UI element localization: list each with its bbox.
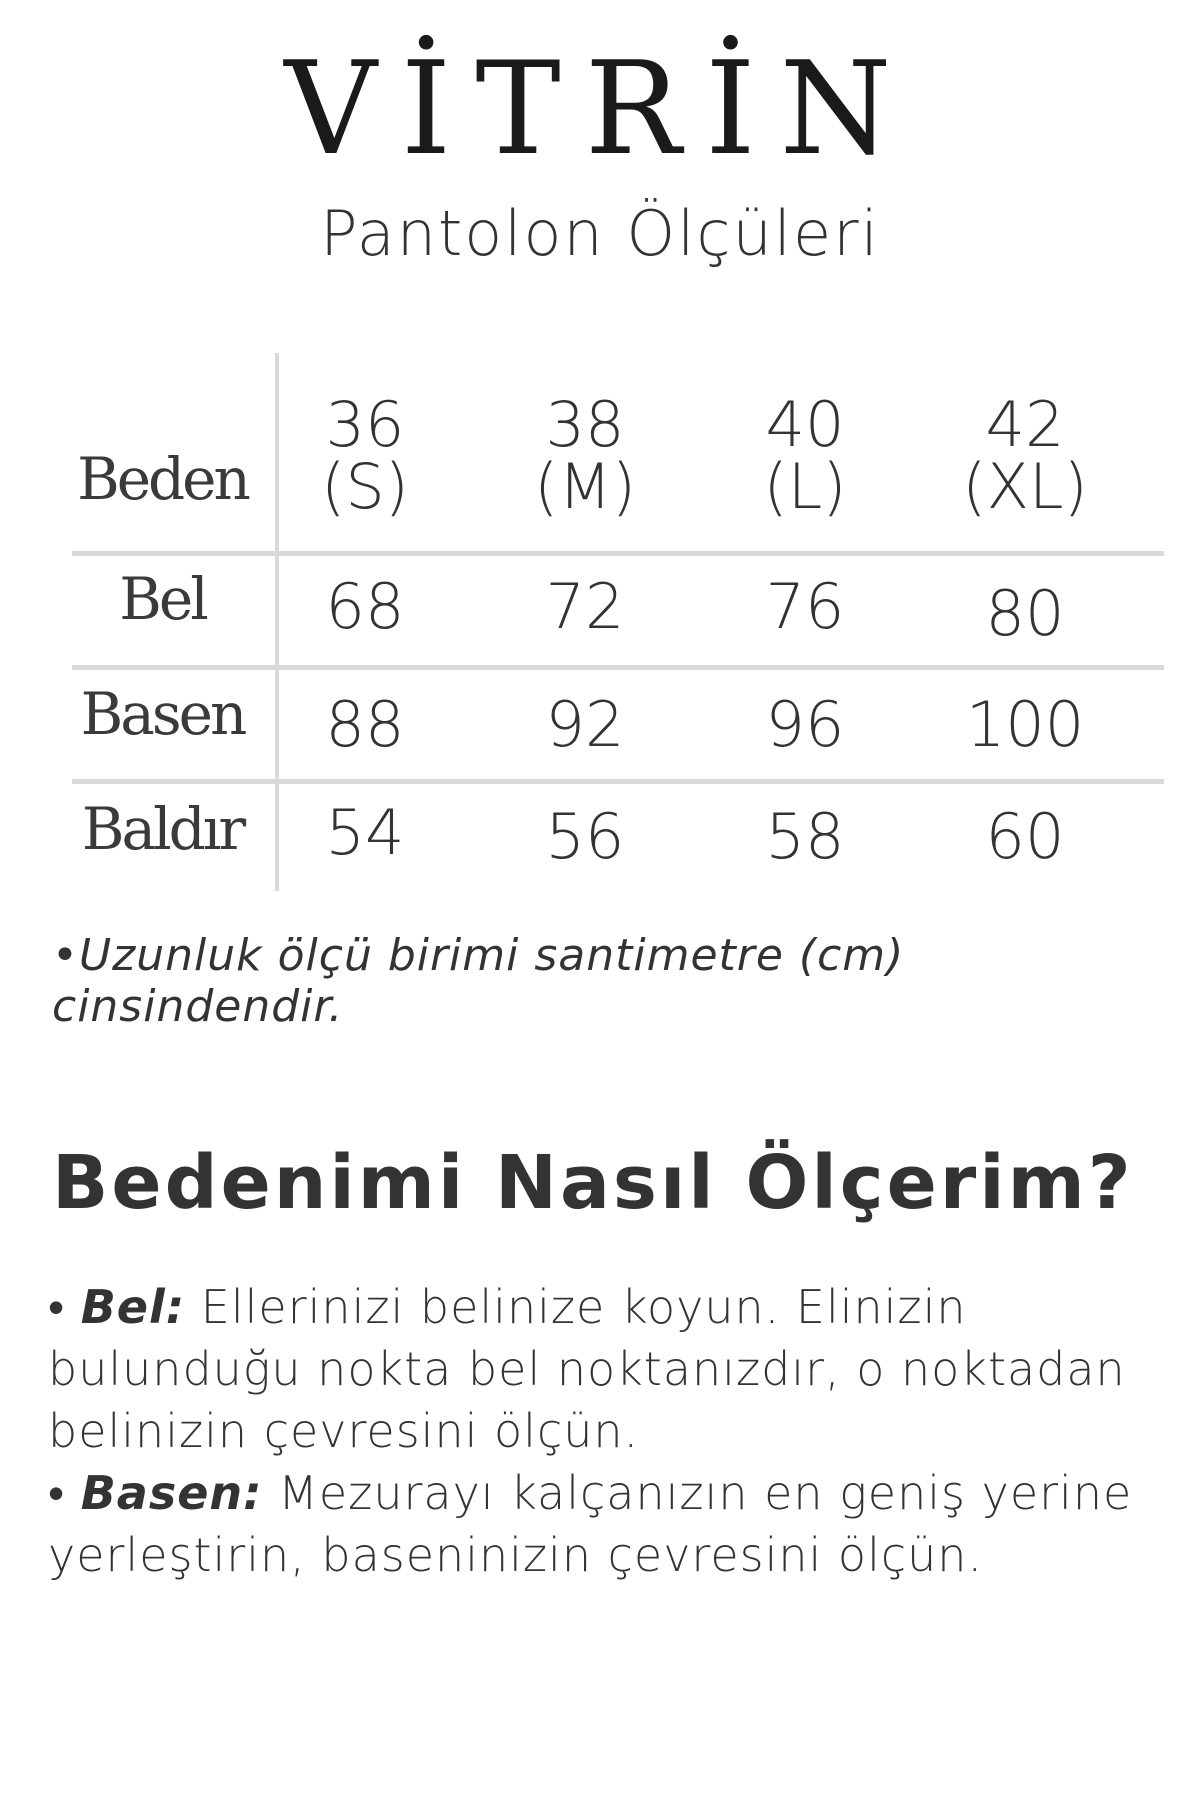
size-number: 40 [765,388,845,461]
table-cell: 88 [325,688,405,761]
bullet: • [48,1466,81,1520]
size-header [915,388,1135,523]
instruction-text: Mezurayı kalçanızın en geniş yerine yerleştirin, baseninizin çevresini ölçün. [48,1466,1133,1582]
measuring-instructions [48,1276,1168,1586]
unit-note: •Uzunluk ölçü birimi santimetre (cm) cinsindendir. [52,930,905,1032]
table-row-divider [72,665,1164,670]
table-cell: 92 [545,688,625,761]
size-letter: (S) [321,450,409,523]
instruction-text: Ellerinizi belinize koyun. Elinizin bulunduğu nokta bel noktanızdır, o noktadan belinizin çevresini ölçün. [48,1280,1126,1458]
size-number: 38 [545,388,625,461]
table-row-divider [72,551,1164,556]
table-row-divider [72,779,1164,784]
bullet: • [48,1280,81,1334]
size-header [475,388,695,523]
brand-logo: VİTRİN [284,35,916,184]
table-cell: 56 [545,800,625,873]
size-letter: (L) [763,450,847,523]
table-cell: 60 [985,800,1065,873]
size-letter: (M) [534,450,636,523]
table-cell: 58 [765,800,845,873]
size-header [255,388,475,523]
instruction-item [48,1276,1168,1462]
size-number: 42 [985,388,1065,461]
row-label-baldir: Baldır [81,795,244,863]
instruction-term: Basen: [80,1466,263,1520]
table-cell: 68 [325,570,405,643]
table-cell: 96 [765,688,845,761]
table-cell: 76 [765,570,845,643]
size-header [695,388,915,523]
row-label-bel: Bel [119,565,206,633]
size-number: 36 [325,388,405,461]
size-letter: (XL) [962,450,1088,523]
instruction-term: Bel: [80,1280,186,1334]
row-label-basen: Basen [80,680,245,748]
howto-title: Bedenimi Nasıl Ölçerim? [52,1140,1134,1226]
instruction-item [48,1462,1168,1586]
table-corner-label: Beden [77,445,248,513]
page-subtitle: Pantolon Ölçüleri [320,197,880,270]
table-cell: 72 [545,570,625,643]
table-cell: 100 [965,688,1085,761]
table-cell: 54 [325,796,405,869]
table-cell: 80 [985,577,1065,650]
